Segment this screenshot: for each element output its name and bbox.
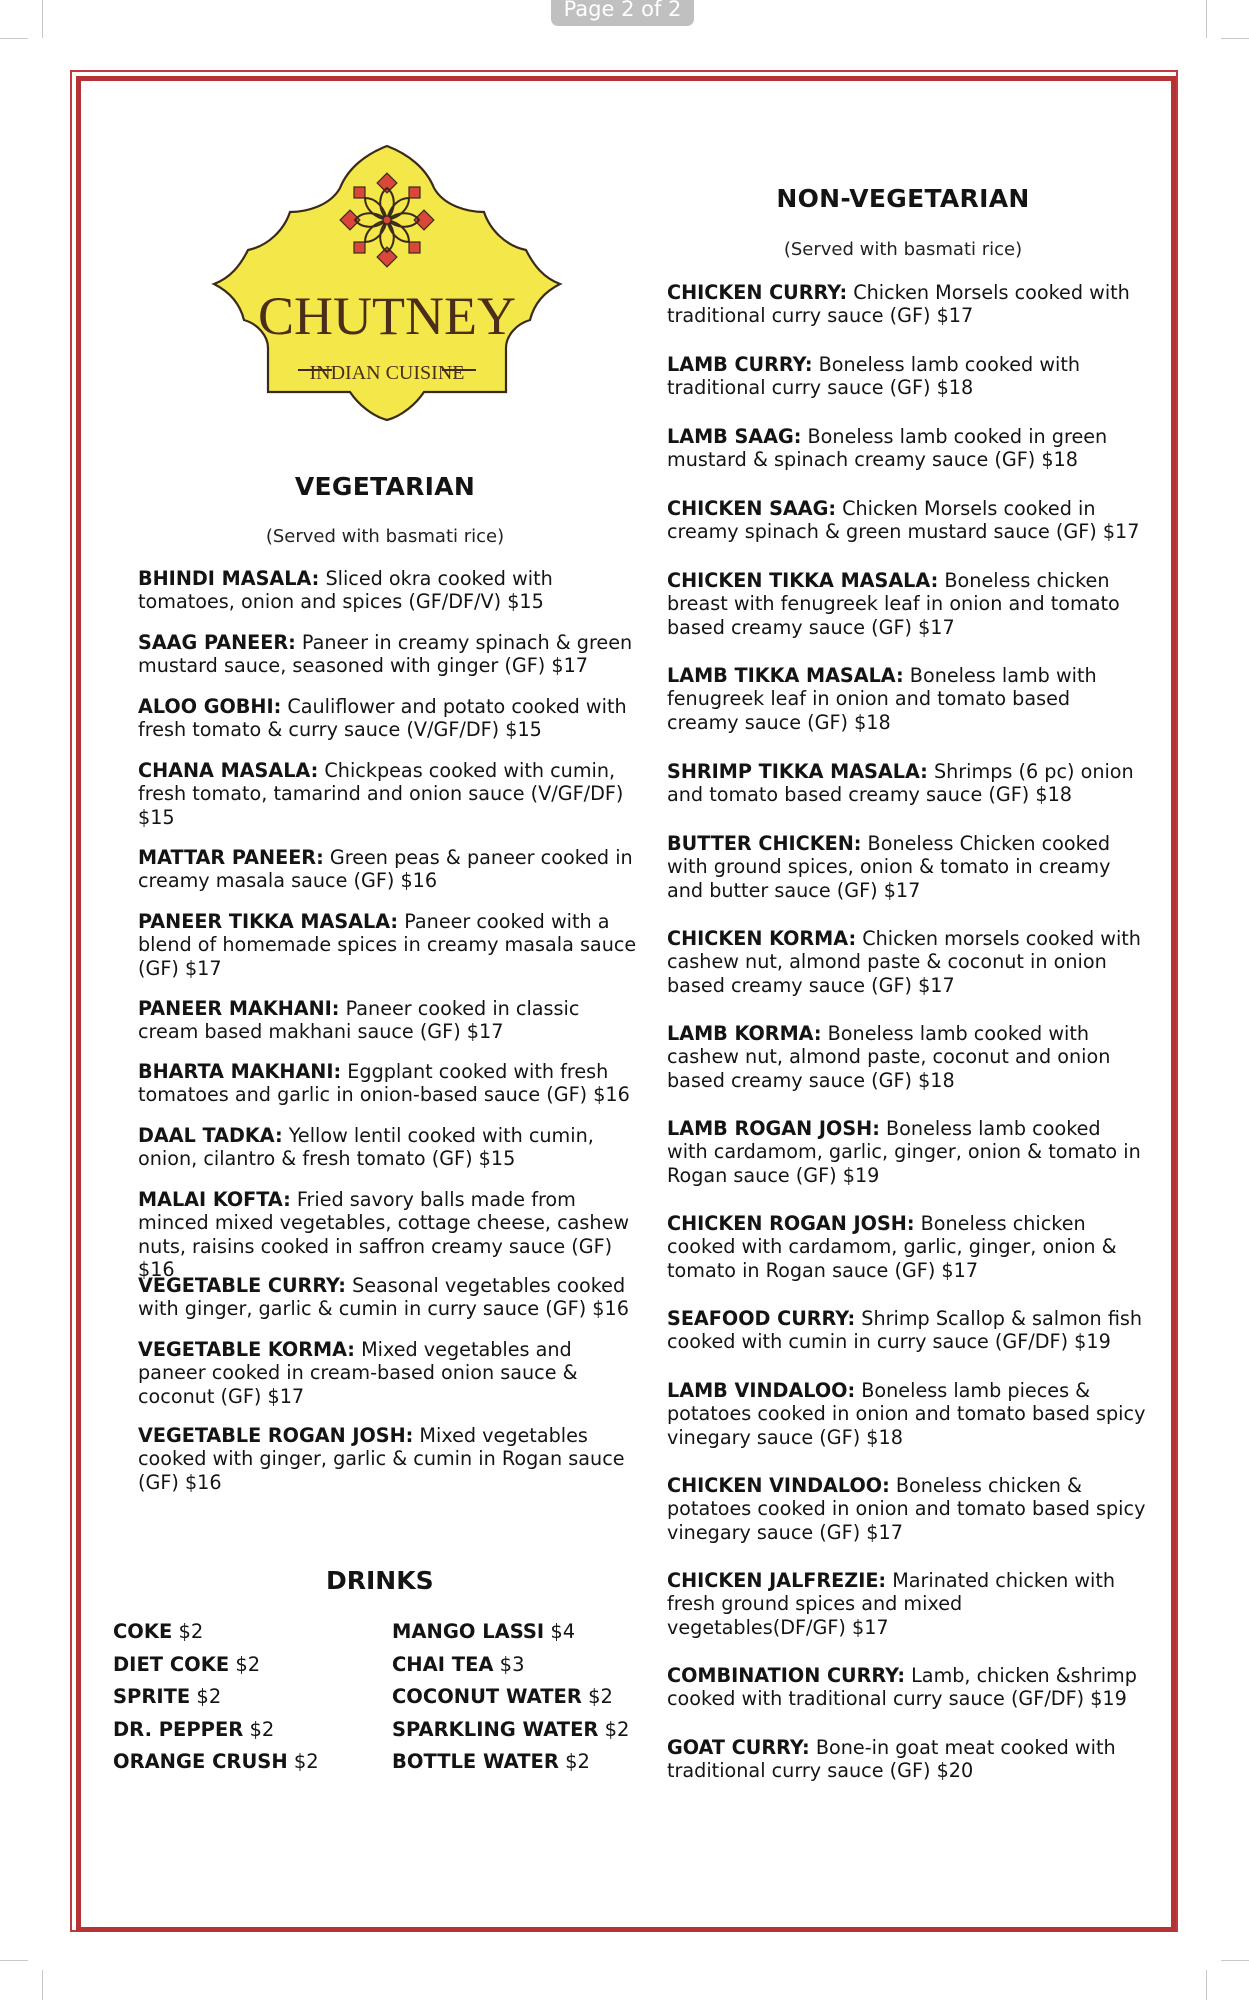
menu-item-chicken-jalfrezie: CHICKEN JALFREZIE: Marinated chicken with fresh ground spices and mixed vegetables(DF/GF) $17 [667,1569,1116,1639]
menu-item-paneer-makhani: PANEER MAKHANI: Paneer cooked in classic cream based makhani sauce (GF) $17 [138,997,580,1044]
menu-item-lamb-korma: LAMB KORMA: Boneless lamb cooked with cashew nut, almond paste, coconut and onion based creamy sauce (GF) $18 [667,1022,1111,1092]
drink-item-bottle-water: BOTTLE WATER $2 [392,1750,590,1773]
menu-item-goat-curry: GOAT CURRY: Bone-in goat meat cooked with traditional curry sauce (GF) $20 [667,1736,1116,1783]
menu-item-chicken-tikka-masala: CHICKEN TIKKA MASALA: Boneless chicken breast with fenugreek leaf in onion and tomato based creamy sauce (GF) $17 [667,569,1120,639]
drink-item-sparkling-water: SPARKLING WATER $2 [392,1718,630,1741]
non-vegetarian-note: (Served with basmati rice) [783,239,1023,260]
page-indicator: Page 2 of 2 [551,0,694,26]
chutney-logo [208,142,566,424]
drink-item-coke: COKE $2 [113,1620,204,1643]
drink-item-chai-tea: CHAI TEA $3 [392,1653,525,1676]
page-edge-bottom-right [1206,1970,1207,2000]
menu-item-combination-curry: COMBINATION CURRY: Lamb, chicken &shrimp cooked with traditional curry sauce (GF/DF) $19 [667,1664,1137,1711]
drinks-title: DRINKS [326,1566,434,1595]
page-edge-btm-h-left [0,1960,28,1961]
vegetarian-note: (Served with basmati rice) [265,526,505,547]
menu-item-vegetable-korma: VEGETABLE KORMA: Mixed vegetables and paneer cooked in cream-based onion sauce & coconut (GF) $17 [138,1338,578,1408]
menu-item-mattar-paneer: MATTAR PANEER: Green peas & paneer cooked in creamy masala sauce (GF) $16 [138,846,633,893]
drink-item-sprite: SPRITE $2 [113,1685,222,1708]
brand-name: CHUTNEY [258,286,516,346]
menu-item-lamb-saag: LAMB SAAG: Boneless lamb cooked in green mustard & spinach creamy sauce (GF) $18 [667,425,1108,472]
page-edge-right [1206,0,1207,38]
drink-item-mango-lassi: MANGO LASSI $4 [392,1620,576,1643]
page-edge-bottom-left [42,1970,43,2000]
menu-item-vegetable-curry: VEGETABLE CURRY: Seasonal vegetables cooked with ginger, garlic & cumin in curry sauce (GF) $16 [138,1274,629,1321]
menu-item-chicken-vindaloo: CHICKEN VINDALOO: Boneless chicken & potatoes cooked in onion and tomato based spicy vinegary sauce (GF) $17 [667,1474,1146,1544]
menu-item-saag-paneer: SAAG PANEER: Paneer in creamy spinach & green mustard sauce, seasoned with ginger (GF) $17 [138,631,633,678]
drink-item-coconut-water: COCONUT WATER $2 [392,1685,613,1708]
menu-item-butter-chicken: BUTTER CHICKEN: Boneless Chicken cooked with ground spices, onion & tomato in creamy and butter sauce (GF) $17 [667,832,1111,902]
menu-item-chicken-saag: CHICKEN SAAG: Chicken Morsels cooked in creamy spinach & green mustard sauce (GF) $17 [667,497,1140,544]
non-vegetarian-title: NON-VEGETARIAN [776,184,1030,213]
menu-item-seafood-curry: SEAFOOD CURRY: Shrimp Scallop & salmon fish cooked with cumin in curry sauce (GF/DF) $19 [667,1307,1143,1354]
menu-item-aloo-gobhi: ALOO GOBHI: Cauliflower and potato cooked with fresh tomato & curry sauce (V/GF/DF) $15 [138,695,627,742]
menu-item-lamb-rogan-josh: LAMB ROGAN JOSH: Boneless lamb cooked with cardamom, garlic, ginger, onion & tomato in Rogan sauce (GF) $19 [667,1117,1141,1187]
menu-item-shrimp-tikka-masala: SHRIMP TIKKA MASALA: Shrimps (6 pc) onion and tomato based creamy sauce (GF) $18 [667,760,1134,807]
menu-item-chicken-korma: CHICKEN KORMA: Chicken morsels cooked with cashew nut, almond paste & coconut in onion based creamy sauce (GF) $17 [667,927,1141,997]
menu-item-lamb-vindaloo: LAMB VINDALOO: Boneless lamb pieces & potatoes cooked in onion and tomato based spicy vinegary sauce (GF) $18 [667,1379,1146,1449]
menu-item-lamb-curry: LAMB CURRY: Boneless lamb cooked with traditional curry sauce (GF) $18 [667,353,1081,400]
menu-item-chicken-curry: CHICKEN CURRY: Chicken Morsels cooked with traditional curry sauce (GF) $17 [667,281,1130,328]
drink-item-diet-coke: DIET COKE $2 [113,1653,261,1676]
menu-item-malai-kofta: MALAI KOFTA: Fried savory balls made from minced mixed vegetables, cottage cheese, cashew nuts, raisins cooked in saffron creamy sauce (GF) $16 [138,1188,630,1281]
brand-subtitle: INDIAN CUISINE [309,362,465,384]
menu-item-bharta-makhani: BHARTA MAKHANI: Eggplant cooked with fresh tomatoes and garlic in onion-based sauce (GF) $16 [138,1060,630,1107]
vegetarian-title: VEGETARIAN [294,472,476,501]
flower-icon [340,173,434,267]
drink-item-orange-crush: ORANGE CRUSH $2 [113,1750,319,1773]
menu-item-chana-masala: CHANA MASALA: Chickpeas cooked with cumin, fresh tomato, tamarind and onion sauce (V/GF/DF) $15 [138,759,624,829]
page-edge-btm-h-right [1221,1960,1249,1961]
menu-item-paneer-tikka-masala: PANEER TIKKA MASALA: Paneer cooked with a blend of homemade spices in creamy masala sauce (GF) $17 [138,910,637,980]
menu-item-vegetable-rogan-josh: VEGETABLE ROGAN JOSH: Mixed vegetables cooked with ginger, garlic & cumin in Rogan sauce (GF) $16 [138,1424,625,1494]
page-edge-top-right [1221,38,1249,39]
page-edge-left [42,0,43,38]
menu-item-chicken-rogan-josh: CHICKEN ROGAN JOSH: Boneless chicken cooked with cardamom, garlic, ginger, onion & tomato in Rogan sauce (GF) $17 [667,1212,1117,1282]
page-edge-top-left [0,38,28,39]
menu-item-daal-tadka: DAAL TADKA: Yellow lentil cooked with cumin, onion, cilantro & fresh tomato (GF) $15 [138,1124,594,1171]
menu-item-bhindi-masala: BHINDI MASALA: Sliced okra cooked with tomatoes, onion and spices (GF/DF/V) $15 [138,567,553,614]
drink-item-dr-pepper: DR. PEPPER $2 [113,1718,275,1741]
menu-item-lamb-tikka-masala: LAMB TIKKA MASALA: Boneless lamb with fenugreek leaf in onion and tomato based creamy sauce (GF) $18 [667,664,1097,734]
